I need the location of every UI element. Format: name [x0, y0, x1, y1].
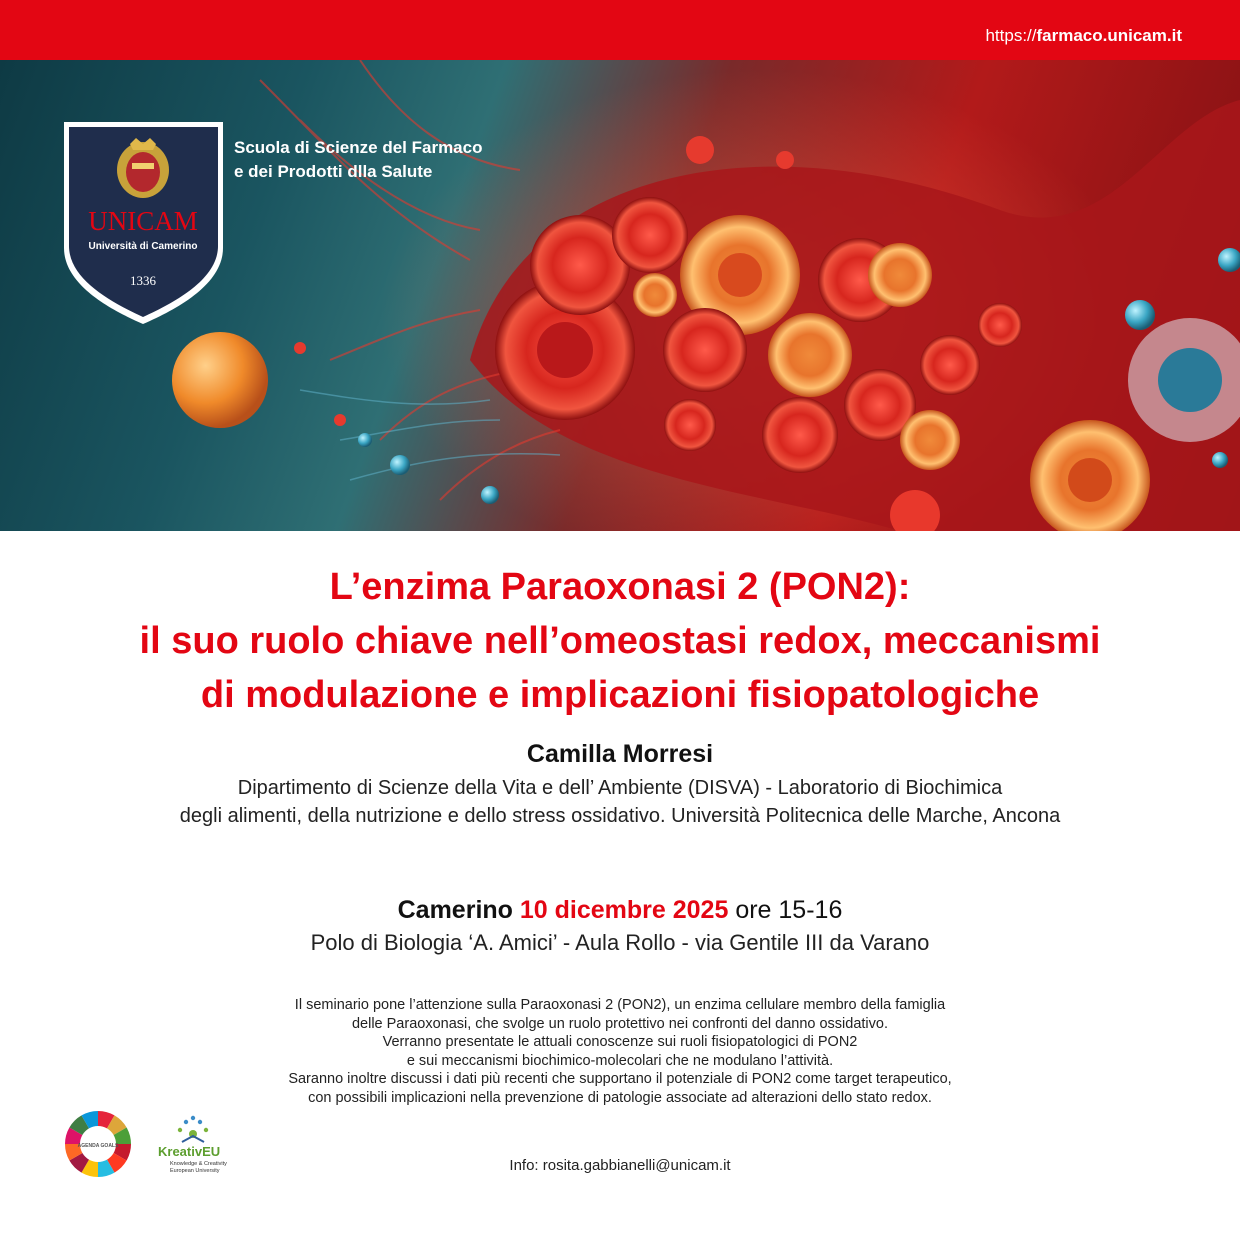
seminar-title: [0, 560, 1240, 722]
event-venue: Polo di Biologia ‘A. Amici’ - Aula Rollo - via Gentile III da Varano: [310, 930, 930, 955]
kreativ-tagline-2: European University: [170, 1168, 220, 1174]
abstract-line: con possibili implicazioni nella prevenzione di patologie associate ad alterazioni dello stato redox.: [308, 1089, 932, 1106]
abstract-line: Il seminario pone l’attenzione sulla Paraoxonasi 2 (PON2), un enzima cellulare membro della famiglia: [294, 997, 946, 1013]
contact-info[interactable]: Info: rosita.gabbianelli@unicam.it: [509, 1157, 731, 1174]
logo-name: UNICAM: [88, 206, 198, 236]
abstract-line: Saranno inoltre discussi i dati più recenti che supportano il potenziale di PON2 come target terapeutico,: [288, 1071, 952, 1087]
hero-image: [0, 60, 1240, 531]
event-date: 10 dicembre 2025: [519, 896, 729, 924]
affiliation-line-1: Dipartimento di Scienze della Vita e dell’ Ambiente (DISVA) - Laboratorio di Biochimica: [237, 777, 1003, 799]
event-city: Camerino: [397, 896, 513, 924]
logo-subtitle: Università di Camerino: [88, 241, 198, 252]
school-line-2: e dei Prodotti dlla Salute: [234, 162, 433, 181]
url-prefix: https://: [985, 26, 1037, 45]
speaker-name: Camilla Morresi: [526, 740, 714, 768]
title-line-2: il suo ruolo chiave nell’omeostasi redox, meccanismi: [139, 620, 1101, 662]
url-domain: farmaco.unicam.it: [1036, 26, 1182, 45]
title-line-1: L’enzima Paraoxonasi 2 (PON2):: [329, 566, 911, 608]
top-bar: [0, 0, 1240, 60]
event-datetime: [0, 896, 1240, 925]
school-line-1: Scuola di Scienze del Farmaco: [234, 138, 483, 157]
abstract-line: e sui meccanismi biochimico-molecolari che ne modulano l’attività.: [406, 1052, 834, 1069]
event-time: ore 15-16: [735, 896, 843, 924]
logo-year: 1336: [130, 273, 156, 288]
website-link[interactable]: [985, 26, 1182, 46]
speaker-affiliation: [0, 774, 1240, 830]
abstract-line: delle Paraoxonasi, che svolge un ruolo protettivo nei confronti del danno ossidativo.: [351, 1015, 889, 1032]
affiliation-line-2: degli alimenti, della nutrizione e dello stress ossidativo. Università Politecnica delle Marche, Ancona: [179, 805, 1061, 827]
sdg-label: AGENDA GOALS: [77, 1143, 119, 1149]
school-name: [234, 136, 482, 184]
abstract-line: Verranno presentate le attuali conoscenze sui ruoli fisiopatologici di PON2: [382, 1034, 858, 1050]
kreativ-tagline-1: Knowledge & Creativity: [170, 1161, 227, 1167]
unicam-shield-logo: [60, 118, 227, 328]
abstract: [0, 996, 1240, 1107]
title-line-3: di modulazione e implicazioni fisiopatologiche: [200, 674, 1040, 716]
kreativ-name: KreativEU: [158, 1144, 221, 1159]
